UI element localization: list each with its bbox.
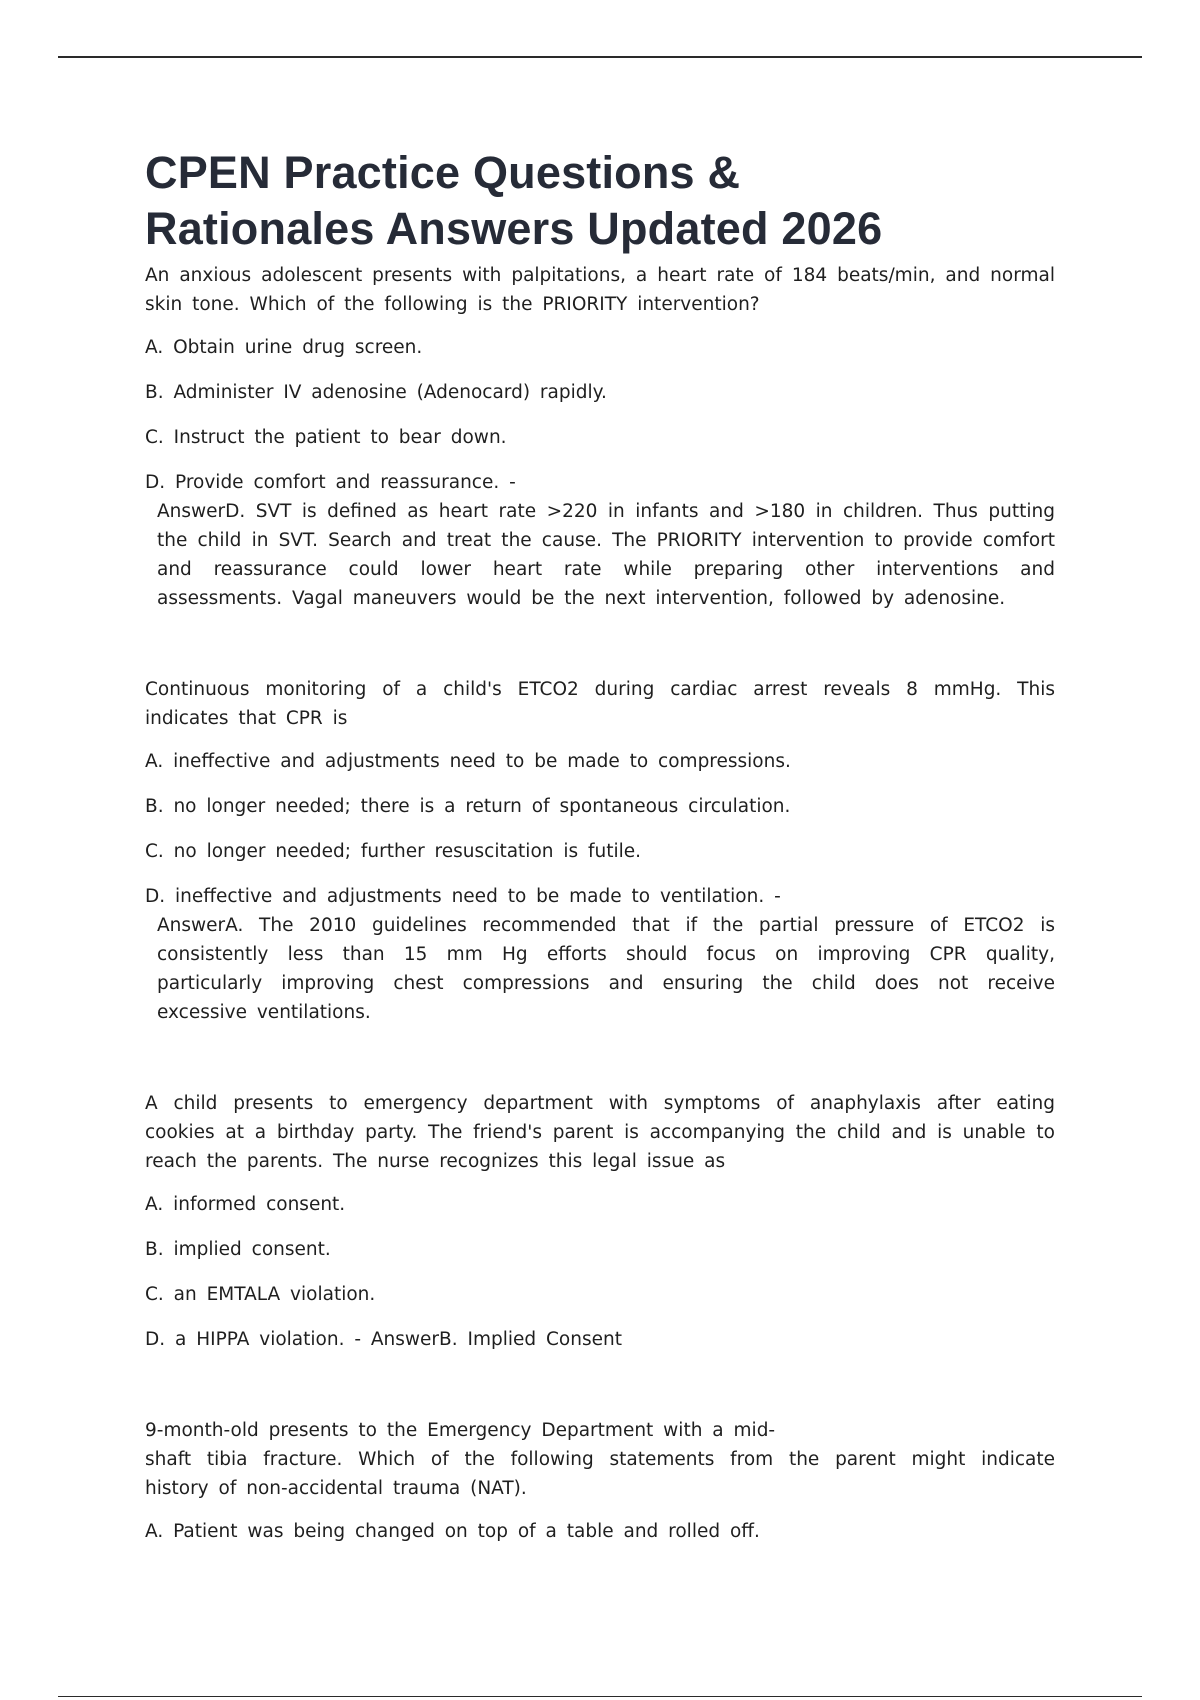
option-c: C. an EMTALA violation.: [145, 1284, 376, 1305]
answer-rationale: AnswerA. The 2010 guidelines recommended that if the partial pressure of ETCO2 is consistently less than 15 mm Hg efforts should focus on improving CPR quality, particularly improving chest compressions and ensuring the child does not receive excessive ventilations.: [157, 915, 1055, 1023]
option-d: D. ineffective and adjustments need to be made to ventilation. -: [145, 886, 781, 907]
question-spacer: [145, 1354, 1055, 1416]
option-a: A. informed consent.: [145, 1194, 346, 1215]
question-text: A child presents to emergency department with symptoms of anaphylaxis after eating cookies at a birthday party. The friend's parent is accompanying the child and is unable to reach the parents. The nurse recognizes this legal issue as: [145, 1093, 1055, 1172]
question-text: An anxious adolescent presents with palpitations, a heart rate of 184 beats/min, and normal skin tone. Which of the following is the PRIORITY intervention?: [145, 265, 1055, 315]
option-b: B. Administer IV adenosine (Adenocard) rapidly.: [145, 382, 607, 403]
question-text-line-2: shaft tibia fracture. Which of the following statements from the parent might indicate history of non-accidental trauma (NAT).: [145, 1449, 1055, 1499]
option-b: B. no longer needed; there is a return of spontaneous circulation.: [145, 796, 791, 817]
option-a: A. Patient was being changed on top of a table and rolled off.: [145, 1521, 760, 1542]
question-spacer: [145, 1027, 1055, 1089]
document-title: [145, 145, 1055, 257]
option-d: D. Provide comfort and reassurance. -: [145, 472, 516, 493]
option-a: A. Obtain urine drug screen.: [145, 337, 423, 358]
option-b: B. implied consent.: [145, 1239, 331, 1260]
question-text-line-1: 9-month-old presents to the Emergency Department with a mid-: [145, 1420, 776, 1441]
title-line-1: CPEN Practice Questions &: [145, 147, 741, 198]
question-3: [145, 1089, 1055, 1354]
title-line-2: Rationales Answers Updated 2026: [145, 203, 883, 254]
question-4: [145, 1416, 1055, 1546]
question-text: [145, 1416, 1055, 1503]
question-1: [145, 261, 1055, 613]
question-2: [145, 675, 1055, 1027]
document-page: [145, 145, 1055, 1546]
answer-rationale: AnswerD. SVT is defined as heart rate >220 in infants and >180 in children. Thus putting the child in SVT. Search and treat the cause. The PRIORITY intervention to provide comfort and reassurance could lower heart rate while preparing other interventions and assessments. Vagal maneuvers would be the next intervention, followed by adenosine.: [157, 501, 1055, 609]
question-spacer: [145, 613, 1055, 675]
option-c: C. no longer needed; further resuscitation is futile.: [145, 841, 642, 862]
option-c: C. Instruct the patient to bear down.: [145, 427, 507, 448]
question-text: Continuous monitoring of a child's ETCO2 during cardiac arrest reveals 8 mmHg. This indicates that CPR is: [145, 679, 1055, 729]
bottom-rule: [58, 1696, 1142, 1697]
option-d-with-answer: D. a HIPPA violation. - AnswerB. Implied Consent: [145, 1329, 622, 1350]
top-rule: [58, 56, 1142, 58]
option-a: A. ineffective and adjustments need to be made to compressions.: [145, 751, 791, 772]
